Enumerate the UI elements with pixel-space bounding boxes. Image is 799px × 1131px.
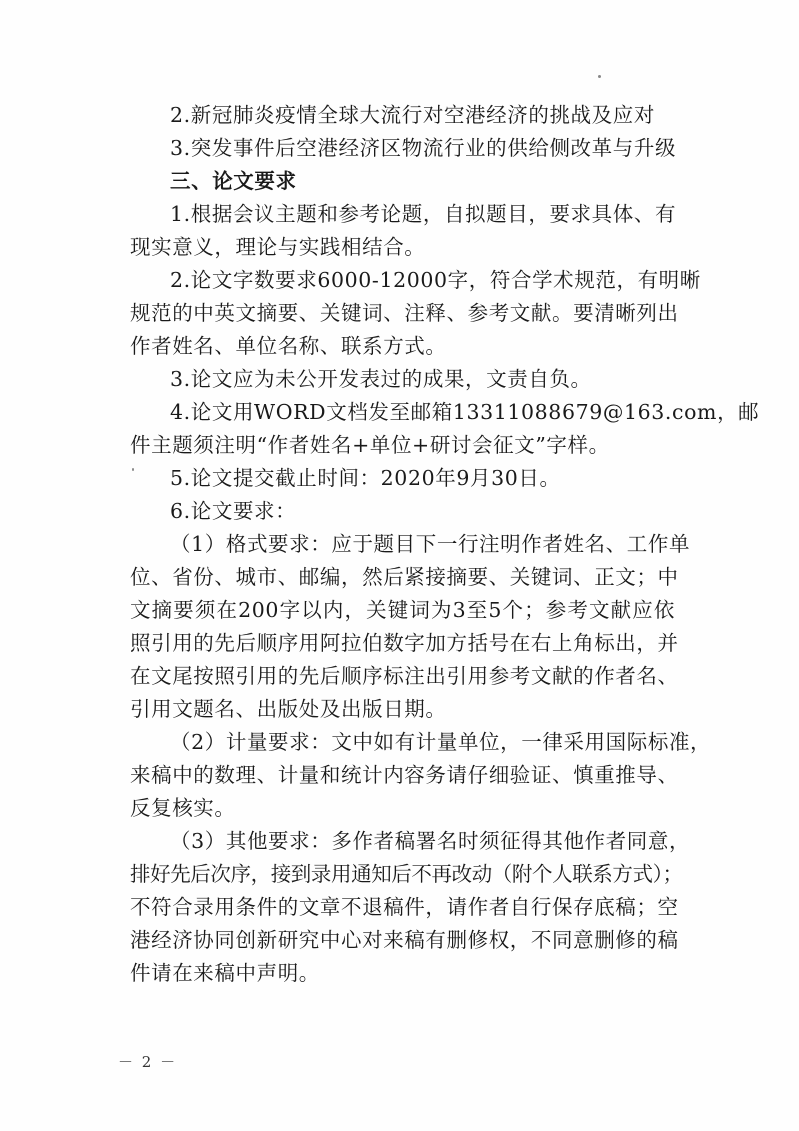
other-requirement-line-4: 港经济协同创新研究中心对来稿有删修权，不同意删修的稿	[130, 928, 679, 952]
document-body	[130, 99, 760, 990]
requirement-2-line-3: 作者姓名、单位名称、联系方式。	[130, 334, 447, 358]
format-requirement-line-3: 文摘要须在200字以内，关键词为3至5个；参考文献应依	[130, 598, 675, 622]
format-requirement-line-6: 引用文题名、出版处及出版日期。	[130, 697, 447, 721]
format-requirement-line-4: 照引用的先后顺序用阿拉伯数字加方括号在右上角标出，并	[130, 631, 679, 655]
requirement-4-line-2: 件主题须注明“作者姓名+单位+研讨会征文”字样。	[130, 433, 610, 457]
measurement-requirement-line-3: 反复核实。	[130, 796, 236, 820]
other-requirement-line-2: 排好先后次序，接到录用通知后不再改动（附个人联系方式）；	[130, 862, 683, 886]
other-requirement-line-3: 不符合录用条件的文章不退稿件，请作者自行保存底稿；空	[130, 895, 679, 919]
section-heading-paper-requirements: 三、论文要求	[170, 169, 297, 193]
requirement-2-line-2: 规范的中英文摘要、关键词、注释、参考文献。要清晰列出	[130, 301, 679, 325]
requirement-2-line-1: 2.论文字数要求6000-12000字，符合学术规范，有明晰	[170, 268, 701, 292]
scan-speck	[132, 468, 134, 471]
requirement-6: 6.论文要求：	[170, 499, 297, 523]
measurement-requirement-line-2: 来稿中的数理、计量和统计内容务请仔细验证、慎重推导、	[130, 763, 679, 787]
topic-item-3: 3.突发事件后空港经济区物流行业的供给侧改革与升级	[170, 136, 677, 160]
page-number: － 2 －	[118, 1053, 178, 1071]
requirement-1-line-1: 1.根据会议主题和参考论题，自拟题目，要求具体、有	[170, 202, 677, 226]
requirement-3: 3.论文应为未公开发表过的成果，文责自负。	[170, 367, 592, 391]
measurement-requirement-line-1: （2）计量要求：文中如有计量单位，一律采用国际标准，	[170, 730, 712, 754]
other-requirement-line-1: （3）其他要求：多作者稿署名时须征得其他作者同意，	[170, 829, 691, 853]
other-requirement-line-5: 件请在来稿中声明。	[130, 961, 320, 985]
topic-item-2: 2.新冠肺炎疫情全球大流行对空港经济的挑战及应对	[170, 103, 655, 127]
format-requirement-line-5: 在文尾按照引用的先后顺序标注出引用参考文献的作者名、	[130, 664, 679, 688]
requirement-5: 5.论文提交截止时间：2020年9月30日。	[170, 466, 561, 490]
format-requirement-line-2: 位、省份、城市、邮编，然后紧接摘要、关键词、正文；中	[130, 565, 679, 589]
requirement-4-line-1: 4.论文用WORD文档发至邮箱13311088679@163.com，邮	[170, 400, 760, 424]
format-requirement-line-1: （1）格式要求：应于题目下一行注明作者姓名、工作单	[170, 532, 691, 556]
requirement-1-line-2: 现实意义，理论与实践相结合。	[130, 235, 426, 259]
scan-speck	[598, 75, 601, 78]
